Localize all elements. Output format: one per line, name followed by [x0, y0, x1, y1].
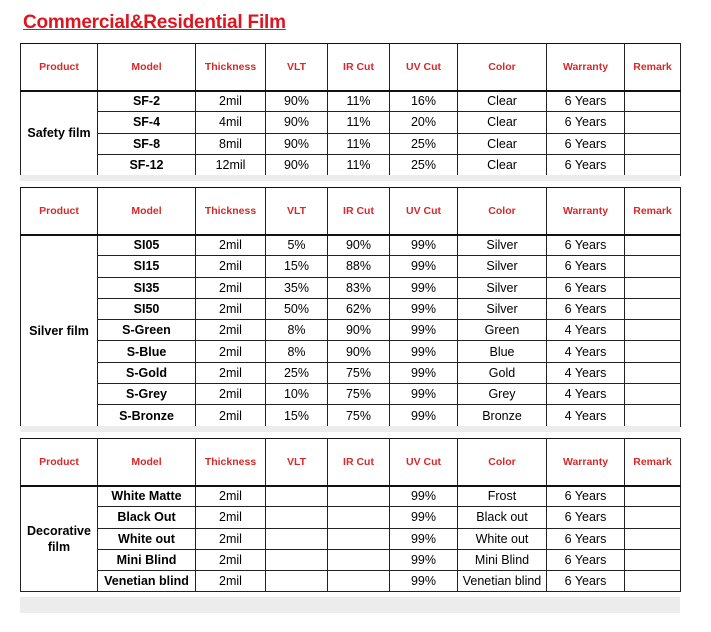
column-header-product: Product [21, 188, 98, 235]
column-header-uv-cut: UV Cut [390, 188, 458, 235]
page-title: Commercial&Residential Film [23, 12, 286, 33]
cell-uv: 99% [390, 320, 458, 341]
cell-color: Black out [458, 507, 547, 528]
cell-model: S-Green [98, 320, 196, 341]
section-separator [20, 175, 680, 181]
cell-color: Clear [458, 133, 547, 154]
column-header-uv-cut: UV Cut [390, 44, 458, 91]
cell-uv: 99% [390, 486, 458, 507]
section-separator [20, 426, 680, 432]
cell-remark [625, 277, 681, 298]
cell-model: SI50 [98, 298, 196, 319]
cell-warranty: 4 Years [547, 362, 625, 383]
column-header-warranty: Warranty [547, 439, 625, 486]
cell-color: Venetian blind [458, 571, 547, 592]
cell-thickness: 2mil [196, 256, 266, 277]
cell-uv: 99% [390, 528, 458, 549]
cell-ir: 90% [328, 341, 390, 362]
cell-model: White Matte [98, 486, 196, 507]
cell-warranty: 6 Years [547, 154, 625, 175]
cell-ir: 90% [328, 235, 390, 256]
cell-color: White out [458, 528, 547, 549]
cell-model: S-Gold [98, 362, 196, 383]
table-row [21, 112, 681, 133]
column-header-model: Model [98, 188, 196, 235]
cell-thickness: 8mil [196, 133, 266, 154]
cell-ir: 83% [328, 277, 390, 298]
cell-vlt: 15% [266, 405, 328, 426]
column-header-uv-cut: UV Cut [390, 439, 458, 486]
cell-warranty: 6 Years [547, 571, 625, 592]
cell-remark [625, 571, 681, 592]
cell-uv: 99% [390, 341, 458, 362]
cell-thickness: 2mil [196, 528, 266, 549]
cell-color: Frost [458, 486, 547, 507]
cell-thickness: 2mil [196, 571, 266, 592]
cell-warranty: 4 Years [547, 405, 625, 426]
spec-table [20, 43, 681, 176]
cell-remark [625, 362, 681, 383]
cell-vlt: 90% [266, 133, 328, 154]
cell-warranty: 6 Years [547, 235, 625, 256]
column-header-thickness: Thickness [196, 44, 266, 91]
cell-color: Blue [458, 341, 547, 362]
cell-uv: 99% [390, 507, 458, 528]
cell-color: Silver [458, 277, 547, 298]
product-cell: Decorative film [21, 486, 98, 592]
cell-warranty: 4 Years [547, 384, 625, 405]
cell-color: Clear [458, 112, 547, 133]
column-header-remark: Remark [625, 188, 681, 235]
column-header-vlt: VLT [266, 44, 328, 91]
cell-uv: 99% [390, 571, 458, 592]
cell-remark [625, 91, 681, 112]
table-row [21, 384, 681, 405]
cell-uv: 99% [390, 549, 458, 570]
cell-thickness: 2mil [196, 362, 266, 383]
cell-ir: 62% [328, 298, 390, 319]
cell-thickness: 2mil [196, 320, 266, 341]
column-header-product: Product [21, 44, 98, 91]
cell-vlt: 50% [266, 298, 328, 319]
cell-thickness: 2mil [196, 549, 266, 570]
spec-table [20, 438, 681, 592]
cell-model: SI05 [98, 235, 196, 256]
cell-uv: 99% [390, 235, 458, 256]
column-header-product: Product [21, 439, 98, 486]
cell-color: Green [458, 320, 547, 341]
cell-vlt: 90% [266, 91, 328, 112]
cell-model: SF-2 [98, 91, 196, 112]
table-row [21, 571, 681, 592]
cell-warranty: 6 Years [547, 549, 625, 570]
cell-model: SI15 [98, 256, 196, 277]
cell-model: S-Blue [98, 341, 196, 362]
table-row [21, 277, 681, 298]
table-row [21, 298, 681, 319]
cell-ir [328, 571, 390, 592]
cell-model: SF-12 [98, 154, 196, 175]
table-row [21, 320, 681, 341]
table-row [21, 91, 681, 112]
cell-vlt: 8% [266, 320, 328, 341]
cell-remark [625, 133, 681, 154]
cell-model: SF-4 [98, 112, 196, 133]
cell-remark [625, 384, 681, 405]
cell-warranty: 6 Years [547, 133, 625, 154]
cell-thickness: 2mil [196, 486, 266, 507]
cell-remark [625, 528, 681, 549]
cell-vlt: 25% [266, 362, 328, 383]
column-header-ir-cut: IR Cut [328, 44, 390, 91]
table-row [21, 405, 681, 426]
cell-color: Mini Blind [458, 549, 547, 570]
product-cell: Silver film [21, 235, 98, 427]
column-header-thickness: Thickness [196, 439, 266, 486]
cell-vlt: 5% [266, 235, 328, 256]
table-header-row [21, 439, 681, 486]
cell-warranty: 6 Years [547, 486, 625, 507]
table-header-row [21, 188, 681, 235]
cell-ir: 75% [328, 362, 390, 383]
cell-uv: 16% [390, 91, 458, 112]
cell-warranty: 6 Years [547, 277, 625, 298]
cell-warranty: 6 Years [547, 507, 625, 528]
cell-uv: 99% [390, 384, 458, 405]
cell-model: SI35 [98, 277, 196, 298]
cell-vlt: 90% [266, 112, 328, 133]
cell-color: Silver [458, 235, 547, 256]
cell-remark [625, 341, 681, 362]
cell-ir: 75% [328, 384, 390, 405]
cell-color: Clear [458, 154, 547, 175]
cell-model: Black Out [98, 507, 196, 528]
table-row [21, 256, 681, 277]
cell-uv: 20% [390, 112, 458, 133]
cell-thickness: 2mil [196, 384, 266, 405]
cell-ir [328, 528, 390, 549]
footer-band [20, 597, 680, 613]
cell-warranty: 6 Years [547, 112, 625, 133]
cell-vlt: 10% [266, 384, 328, 405]
cell-thickness: 2mil [196, 507, 266, 528]
cell-ir: 90% [328, 320, 390, 341]
cell-remark [625, 256, 681, 277]
cell-thickness: 2mil [196, 341, 266, 362]
cell-thickness: 2mil [196, 235, 266, 256]
cell-thickness: 2mil [196, 277, 266, 298]
cell-model: Mini Blind [98, 549, 196, 570]
cell-color: Gold [458, 362, 547, 383]
cell-vlt [266, 507, 328, 528]
spec-table [20, 187, 681, 427]
column-header-vlt: VLT [266, 439, 328, 486]
cell-ir: 11% [328, 112, 390, 133]
cell-color: Bronze [458, 405, 547, 426]
table-row [21, 486, 681, 507]
cell-warranty: 4 Years [547, 341, 625, 362]
column-header-thickness: Thickness [196, 188, 266, 235]
cell-ir [328, 507, 390, 528]
cell-vlt [266, 486, 328, 507]
cell-remark [625, 235, 681, 256]
cell-remark [625, 405, 681, 426]
column-header-vlt: VLT [266, 188, 328, 235]
cell-uv: 25% [390, 133, 458, 154]
cell-uv: 99% [390, 362, 458, 383]
cell-vlt: 15% [266, 256, 328, 277]
cell-vlt [266, 571, 328, 592]
cell-model: SF-8 [98, 133, 196, 154]
cell-vlt: 35% [266, 277, 328, 298]
column-header-warranty: Warranty [547, 188, 625, 235]
cell-uv: 99% [390, 277, 458, 298]
cell-thickness: 4mil [196, 112, 266, 133]
column-header-remark: Remark [625, 44, 681, 91]
cell-ir: 75% [328, 405, 390, 426]
cell-thickness: 2mil [196, 91, 266, 112]
cell-remark [625, 486, 681, 507]
cell-remark [625, 298, 681, 319]
table-row [21, 362, 681, 383]
cell-remark [625, 549, 681, 570]
cell-warranty: 6 Years [547, 91, 625, 112]
cell-ir: 88% [328, 256, 390, 277]
column-header-color: Color [458, 44, 547, 91]
table-row [21, 528, 681, 549]
cell-ir: 11% [328, 91, 390, 112]
column-header-color: Color [458, 188, 547, 235]
table-row [21, 154, 681, 175]
cell-color: Silver [458, 298, 547, 319]
table-row [21, 133, 681, 154]
column-header-model: Model [98, 44, 196, 91]
cell-warranty: 6 Years [547, 256, 625, 277]
cell-color: Silver [458, 256, 547, 277]
cell-ir: 11% [328, 133, 390, 154]
table-row [21, 235, 681, 256]
cell-warranty: 4 Years [547, 320, 625, 341]
cell-ir [328, 486, 390, 507]
cell-warranty: 6 Years [547, 298, 625, 319]
cell-warranty: 6 Years [547, 528, 625, 549]
cell-vlt [266, 528, 328, 549]
table-row [21, 549, 681, 570]
column-header-remark: Remark [625, 439, 681, 486]
table-row [21, 507, 681, 528]
cell-uv: 99% [390, 256, 458, 277]
cell-remark [625, 320, 681, 341]
cell-uv: 25% [390, 154, 458, 175]
cell-remark [625, 154, 681, 175]
table-row [21, 341, 681, 362]
product-cell: Safety film [21, 91, 98, 176]
table-header-row [21, 44, 681, 91]
column-header-color: Color [458, 439, 547, 486]
cell-uv: 99% [390, 298, 458, 319]
cell-vlt [266, 549, 328, 570]
column-header-ir-cut: IR Cut [328, 188, 390, 235]
cell-remark [625, 112, 681, 133]
column-header-warranty: Warranty [547, 44, 625, 91]
cell-model: Venetian blind [98, 571, 196, 592]
cell-model: White out [98, 528, 196, 549]
cell-vlt: 8% [266, 341, 328, 362]
column-header-model: Model [98, 439, 196, 486]
cell-thickness: 2mil [196, 298, 266, 319]
cell-ir: 11% [328, 154, 390, 175]
cell-thickness: 12mil [196, 154, 266, 175]
cell-model: S-Bronze [98, 405, 196, 426]
cell-uv: 99% [390, 405, 458, 426]
column-header-ir-cut: IR Cut [328, 439, 390, 486]
cell-ir [328, 549, 390, 570]
cell-vlt: 90% [266, 154, 328, 175]
cell-color: Clear [458, 91, 547, 112]
cell-model: S-Grey [98, 384, 196, 405]
cell-thickness: 2mil [196, 405, 266, 426]
cell-color: Grey [458, 384, 547, 405]
cell-remark [625, 507, 681, 528]
